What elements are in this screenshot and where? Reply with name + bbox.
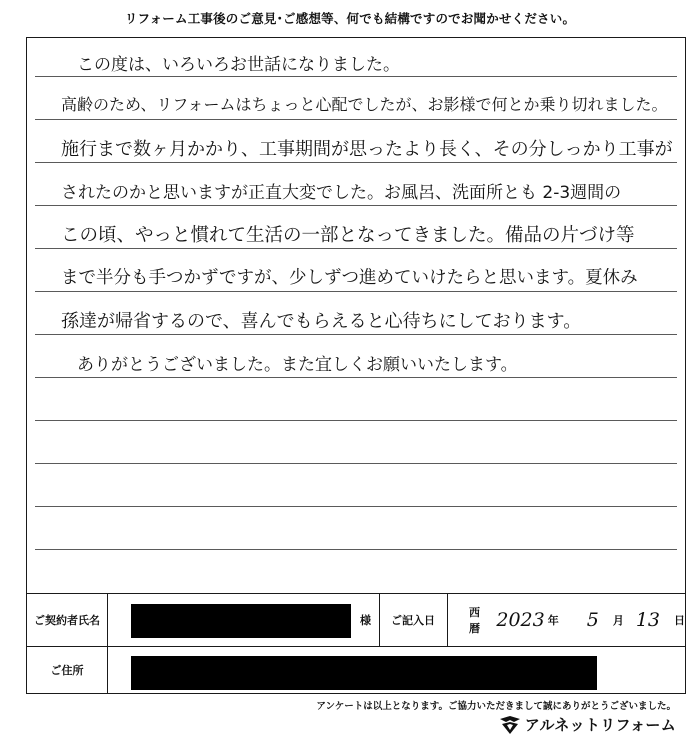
address-row: [27, 646, 685, 693]
year-value: 2023: [496, 609, 545, 631]
ruled-line: [35, 291, 677, 292]
ruled-line: [35, 334, 677, 335]
ruled-line: [35, 205, 677, 206]
ruled-line: [35, 377, 677, 378]
contractor-name-label: ご契約者氏名: [34, 614, 100, 627]
ruled-line: [35, 549, 677, 550]
era-label: 西暦: [469, 606, 480, 635]
comment-line: ありがとうございました。また宜しくお願いいたします。: [77, 355, 518, 375]
contact-info-table: [27, 593, 685, 693]
brand-logo: [499, 714, 676, 735]
ruled-line: [35, 76, 677, 77]
month-unit: 月: [612, 614, 624, 627]
comment-line: まで半分も手つかずですが、少しずつ進めていけたらと思います。夏休み: [61, 268, 638, 288]
comment-area: [27, 38, 685, 593]
ruled-line: [35, 506, 677, 507]
ruled-line: [35, 162, 677, 163]
ruled-line: [35, 420, 677, 421]
comment-line: されたのかと思いますが正直大変でした。お風呂、洗面所とも 2-3週間の: [61, 183, 622, 203]
cell-divider: [107, 646, 108, 693]
day-value: 13: [635, 609, 660, 631]
honorific-label: 様: [360, 614, 371, 627]
redacted-address: [131, 656, 597, 690]
comment-line: 高齢のため、リフォームはちょっと心配でしたが、お影様で何とか乗り切れました。: [61, 95, 668, 114]
comment-line: 孫達が帰省するので、喜んでもらえると心待ちにしております。: [61, 311, 582, 332]
comment-line: この頃、やっと慣れて生活の一部となってきました。備品の片づけ等: [61, 225, 635, 246]
address-label: ご住所: [50, 663, 84, 677]
survey-header: リフォーム工事後のご意見･ご感想等、何でも結構ですのでお聞かせください。: [124, 11, 576, 26]
comment-line: 施行まで数ヶ月かかり、工事期間が思ったより長く、その分しっかり工事が: [61, 139, 673, 160]
ruled-line: [35, 119, 677, 120]
entry-date-value: [447, 594, 685, 646]
cell-divider: [107, 594, 108, 646]
entry-date-label: ご記入日: [391, 614, 435, 627]
brand-name: アルネットリフォーム: [524, 716, 676, 734]
ruled-line: [35, 248, 677, 249]
month-value: 5: [586, 609, 599, 631]
survey-form-frame: [26, 37, 686, 694]
footer-thanks-note: アンケートは以上となります。ご協力いただきまして誠にありがとうございました。: [316, 701, 676, 712]
comment-line: この度は、いろいろお世話になりました。: [77, 55, 400, 75]
ruled-line: [35, 463, 677, 464]
arnet-logo-icon: [499, 716, 521, 734]
redacted-contractor-name: [131, 604, 351, 638]
year-unit: 年: [547, 614, 559, 627]
name-date-row: [27, 594, 685, 647]
day-unit: 日: [674, 614, 685, 627]
